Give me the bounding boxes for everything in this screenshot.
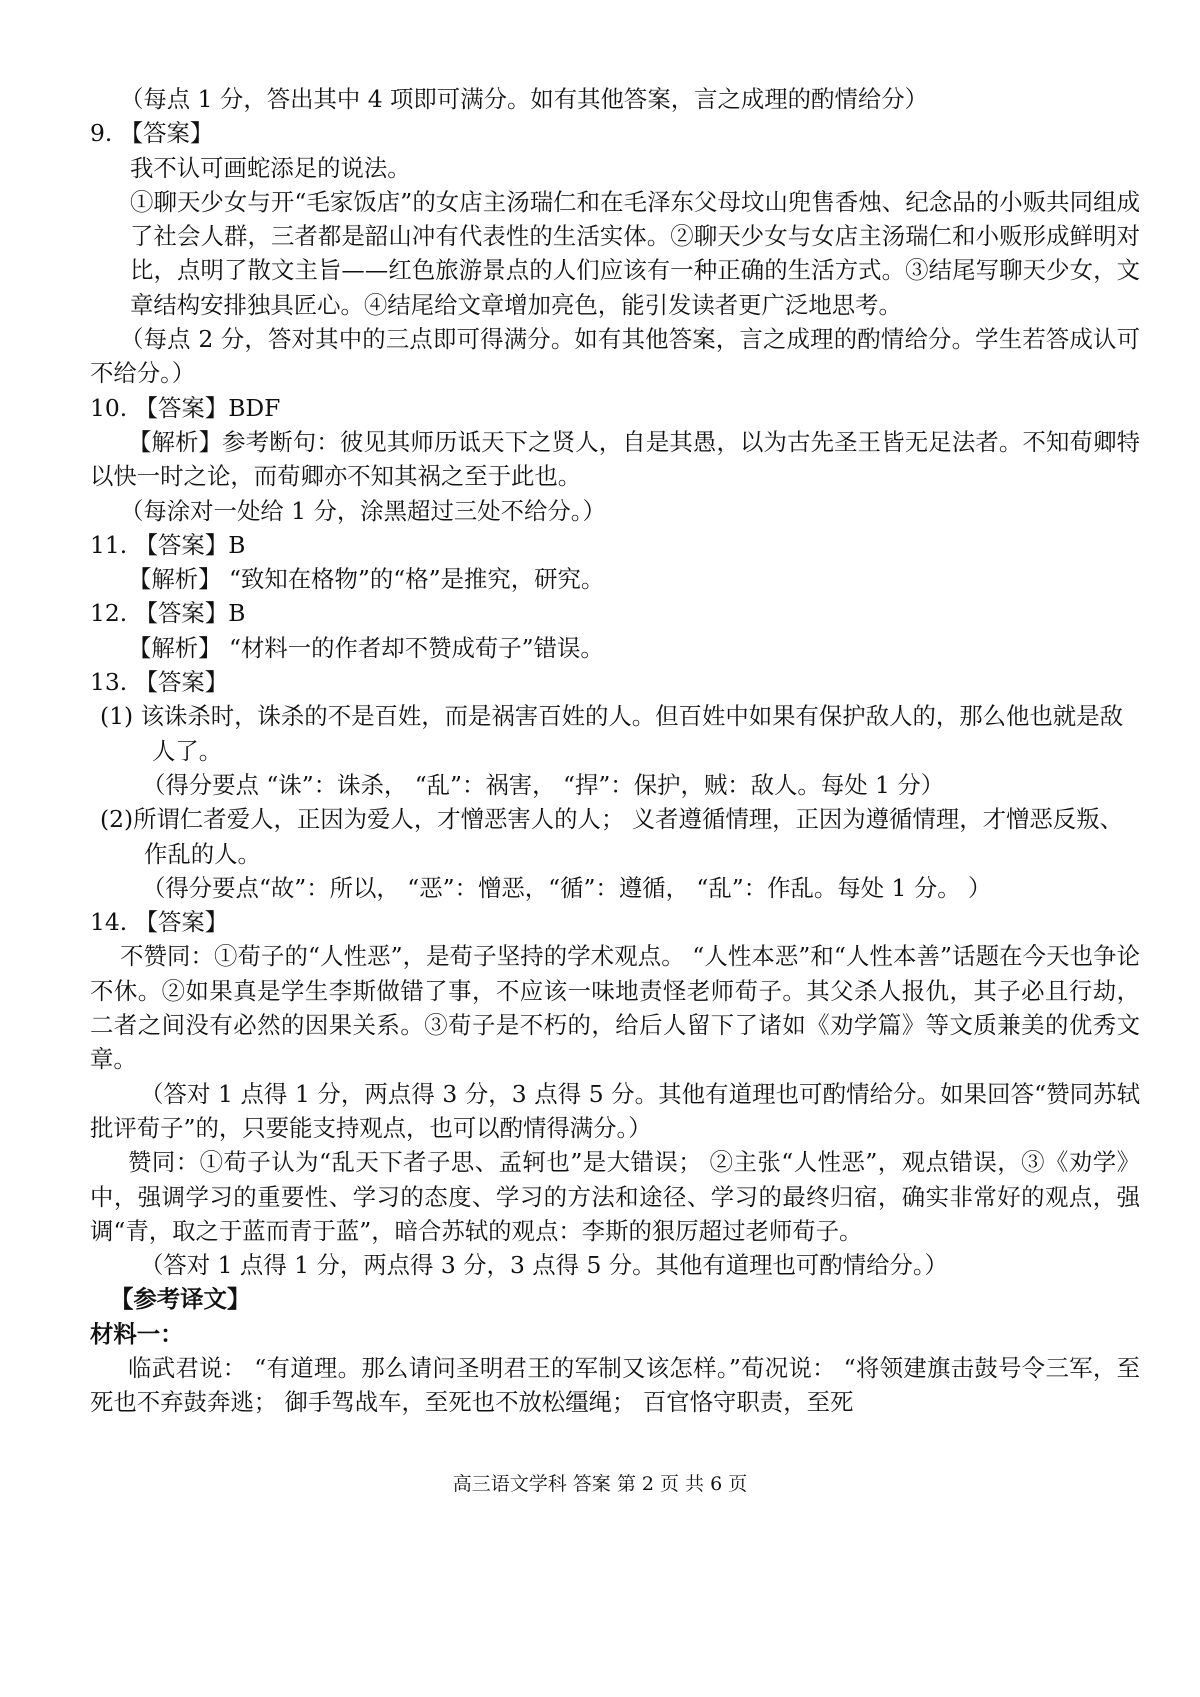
q9-answer-text: ①聊天少女与开“毛家饭店”的女店主汤瑞仁和在毛泽东父母坟山兜售香烛、纪念品的小贩共同组成了社会人群，三者都是韶山冲有代表性的生活实体。②聊天少女与女店主汤瑞仁和小贩形成鲜明对比，点明了散文主旨——红色旅游景点的人们应该有一种正确的生活方式。③结尾写聊天少女，文章结构安排独具匠心。④结尾给文章增加亮色，能引发读者更广泛地思考。 [130,187,1140,319]
q9-heading: 9. 【答案】 [90,119,214,148]
q13-heading: 13. 【答案】 [90,668,229,697]
q14-agree-text: 赞同：①荀子认为“乱天下者子思、孟轲也”是大错误； ②主张“人性恶”，观点错误，③《劝学》中，强调学习的重要性、学习的态度、学习的方法和途径、学习的最终归宿，确实非常好的观点，强调“青，取之于蓝而青于蓝”，暗合苏轼的观点：李斯的狠厉超过老师荀子。 [90,1148,1140,1245]
q13-part1-scoring: （得分要点 “诛”：诛杀， “乱”：祸害， “捍”：保护，贼：敌人。每处 1 分） [142,770,945,799]
q13-part1 [90,699,1140,768]
translation-text: 临武君说： “有道理。那么请问圣明君王的军制又该怎样。”荀况说： “将领建旗击鼓号令三军，至死也不弃鼓奔逃； 御手驾战车，至死也不放松缰绳； 百官恪守职责，至死 [90,1353,1140,1417]
q14-disagree [90,939,1140,1076]
q9-answer [90,185,1140,322]
q14-disagree-scoring-text: （答对 1 点得 1 分，两点得 3 分，3 点得 5 分。其他有道理也可酌情给分。如果回答“赞同苏轼批评荀子”的，只要能支持观点，也可以酌情得满分。） [90,1079,1140,1142]
translation-heading: 【参考译文】 [110,1285,251,1314]
q9-stance: 我不认可画蛇添足的说法。 [130,153,411,182]
q14-agree-scoring: （答对 1 点得 1 分，两点得 3 分，3 点得 5 分。其他有道理也可酌情给分。） [140,1251,948,1280]
q13-part2 [90,802,1140,871]
material-one-heading: 材料一： [90,1319,184,1348]
q13-part2-text: (2)所谓仁者爱人，正因为爱人，才憎恶害人的人； 义者遵循情理，正因为遵循情理，才憎恶反叛、作乱的人。 [100,805,1123,868]
q9-scoring-note [90,322,1140,391]
q13-part2-scoring: （得分要点“故”：所以， “恶”：憎恶，“循”：遵循， “乱”：作乱。每处 1 分。 ） [142,873,992,902]
q14-disagree-scoring [90,1077,1140,1146]
q10-analysis [90,425,1140,494]
q12-heading: 12. 【答案】B [90,599,246,628]
q10-scoring-note: （每涂对一处给 1 分，涂黑超过三处不给分。） [120,496,606,525]
q11-heading: 11. 【答案】B [90,530,246,559]
q13-part1-text: (1) 该诛杀时，诛杀的不是百姓，而是祸害百姓的人。但百姓中如果有保护敌人的，那么他也就是敌人了。 [100,702,1123,765]
q10-analysis-text: 【解析】参考断句：彼见其师历诋天下之贤人，自是其愚，以为古先圣王皆无足法者。不知荀卿特以快一时之论，而荀卿亦不知其祸之至于此也。 [90,427,1140,491]
scoring-note-8: （每点 1 分，答出其中 4 项即可满分。如有其他答案，言之成理的酌情给分） [120,85,929,113]
q14-heading: 14. 【答案】 [90,908,229,937]
q10-heading: 10. 【答案】BDF [90,393,281,422]
q14-disagree-text: 不赞同：①荀子的“人性恶”，是荀子坚持的学术观点。 “人性本恶”和“人性本善”话题在今天也争论不休。②如果真是学生李斯做错了事，不应该一味地责怪老师荀子。其父杀人报仇，其子必且行劫，二者之间没有必然的因果关系。③荀子是不朽的，给后人留下了诸如《劝学篇》等文质兼美的优秀文章。 [90,942,1140,1074]
q14-agree [90,1145,1140,1248]
q11-analysis: 【解析】 “致知在格物”的“格”是推究，研究。 [128,565,605,594]
document-body [90,82,1140,1420]
q12-analysis: 【解析】 “材料一的作者却不赞成荀子”错误。 [128,633,604,662]
translation-paragraph [90,1351,1140,1420]
page-footer: 高三语文学科 答案 第 2 页 共 6 页 [452,1473,748,1495]
q9-scoring-text: （每点 2 分，答对其中的三点即可得满分。如有其他答案，言之成理的酌情给分。学生若答成认可不给分。） [90,325,1140,388]
